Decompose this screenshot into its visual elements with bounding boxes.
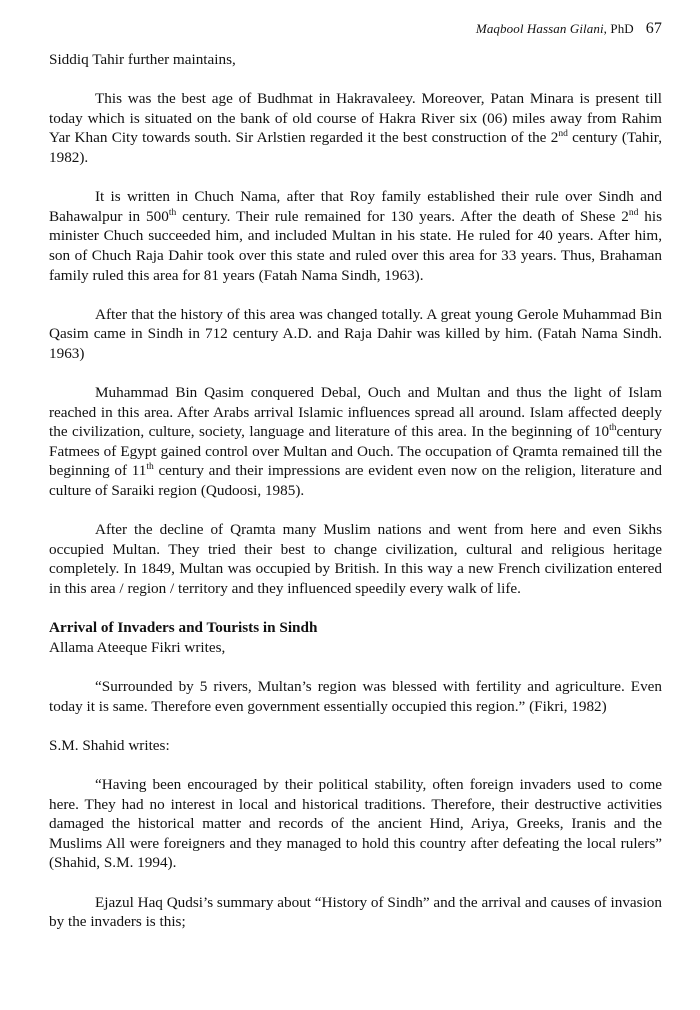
text-run: Muhammad Bin Qasim conquered Debal, Ouch and Multan and thus the light of Islam reached in this area. After Arabs arrival Islamic influences spread all around. Islam affected deeply the civilization, culture, society, language and literature of this area. In the beginning of 10	[49, 384, 662, 441]
superscript: nd	[558, 129, 568, 140]
paragraph-budhmat	[49, 89, 662, 167]
superscript: th	[146, 462, 154, 473]
page-number: 67	[645, 20, 662, 37]
header-author: Maqbool Hassan Gilani	[475, 21, 604, 36]
paragraph-bin-qasim	[49, 383, 662, 501]
superscript: th	[609, 423, 617, 434]
text-run: century. Their rule remained for 130 years. After the death of Shese 2	[176, 207, 629, 225]
text-run: This was the best age of Budhmat in Hakravaleey. Moreover, Patan Minara is present till today which is situated on the bank of old course of Hakra River six (06) miles away from Rahim Yar Khan City towards south. Sir Arlstien regarded it the best construction of the 2	[49, 90, 662, 147]
paragraph-fikri-intro: Allama Ateeque Fikri writes,	[49, 638, 226, 656]
text-run: It is written in Chuch Nama, after that Roy family established their rule over Sindh and Bahawalpur in 500	[49, 188, 662, 225]
text-run: century and their impressions are evident even now on the religion, literature and culture of Saraiki region (Qudoosi, 1985).	[49, 462, 662, 500]
paragraph-chuch-nama	[49, 187, 662, 285]
superscript: th	[168, 207, 177, 218]
text-run: century (Tahir, 1982).	[49, 129, 662, 166]
paragraph-qudsi: Ejazul Haq Qudsi’s summary about “History of Sindh” and the arrival and causes of invasion by the invaders is this;	[49, 893, 662, 931]
running-header	[476, 20, 662, 38]
paragraph-shahid-intro: S.M. Shahid writes:	[49, 736, 170, 754]
section-heading: Arrival of Invaders and Tourists in Sindh	[49, 619, 318, 637]
intro-line: Siddiq Tahir further maintains,	[49, 51, 236, 68]
superscript: nd	[628, 207, 639, 218]
paragraph-decline-qramta: After the decline of Qramta many Muslim nations and went from here and even Sikhs occupied Multan. They tried their best to change civilization, cultural and religious heritage completely. In 1849, Multan was occupied by British. In this way a new French civilization entered in this area / region / territory and they influenced speedily every walk of life.	[49, 521, 662, 598]
quote-fikri: “Surrounded by 5 rivers, Multan’s region was blessed with fertility and agriculture. Even today it is same. Therefore even government essentially occupied this region.” (Fikri, 1982)	[49, 678, 662, 715]
header-degree: , PhD	[603, 21, 634, 36]
text-run: century Fatmees of Egypt gained control over Multan and Ouch. The occupation of Qramta remained till the beginning of 11	[49, 423, 662, 480]
quote-shahid: “Having been encouraged by their political stability, often foreign invaders used to come here. They had no interest in local and historical traditions. Therefore, their destructive activities damaged the historical matter and records of the ancient Hind, Ariya, Greeks, Iranis and the Muslims All were foreigners and they managed to hold this country after defeating the local rulers” (Shahid, S.M. 1994).	[49, 775, 662, 872]
paragraph-history-changed: After that the history of this area was changed totally. A great young Gerole Muhammad Bin Qasim came in Sindh in 712 century A.D. and Raja Dahir was killed by him. (Fatah Nama Sindh. 1963)	[49, 305, 662, 362]
text-run: his minister Chuch succeeded him, and included Multan in his state. He ruled for 40 years. After him, son of Chuch Raja Dahir took over this state and ruled over this area for 33 years. Thus, Brahaman family ruled this area for 81 years (Fatah Nama Sindh, 1963).	[49, 207, 662, 284]
body-text	[49, 50, 662, 951]
